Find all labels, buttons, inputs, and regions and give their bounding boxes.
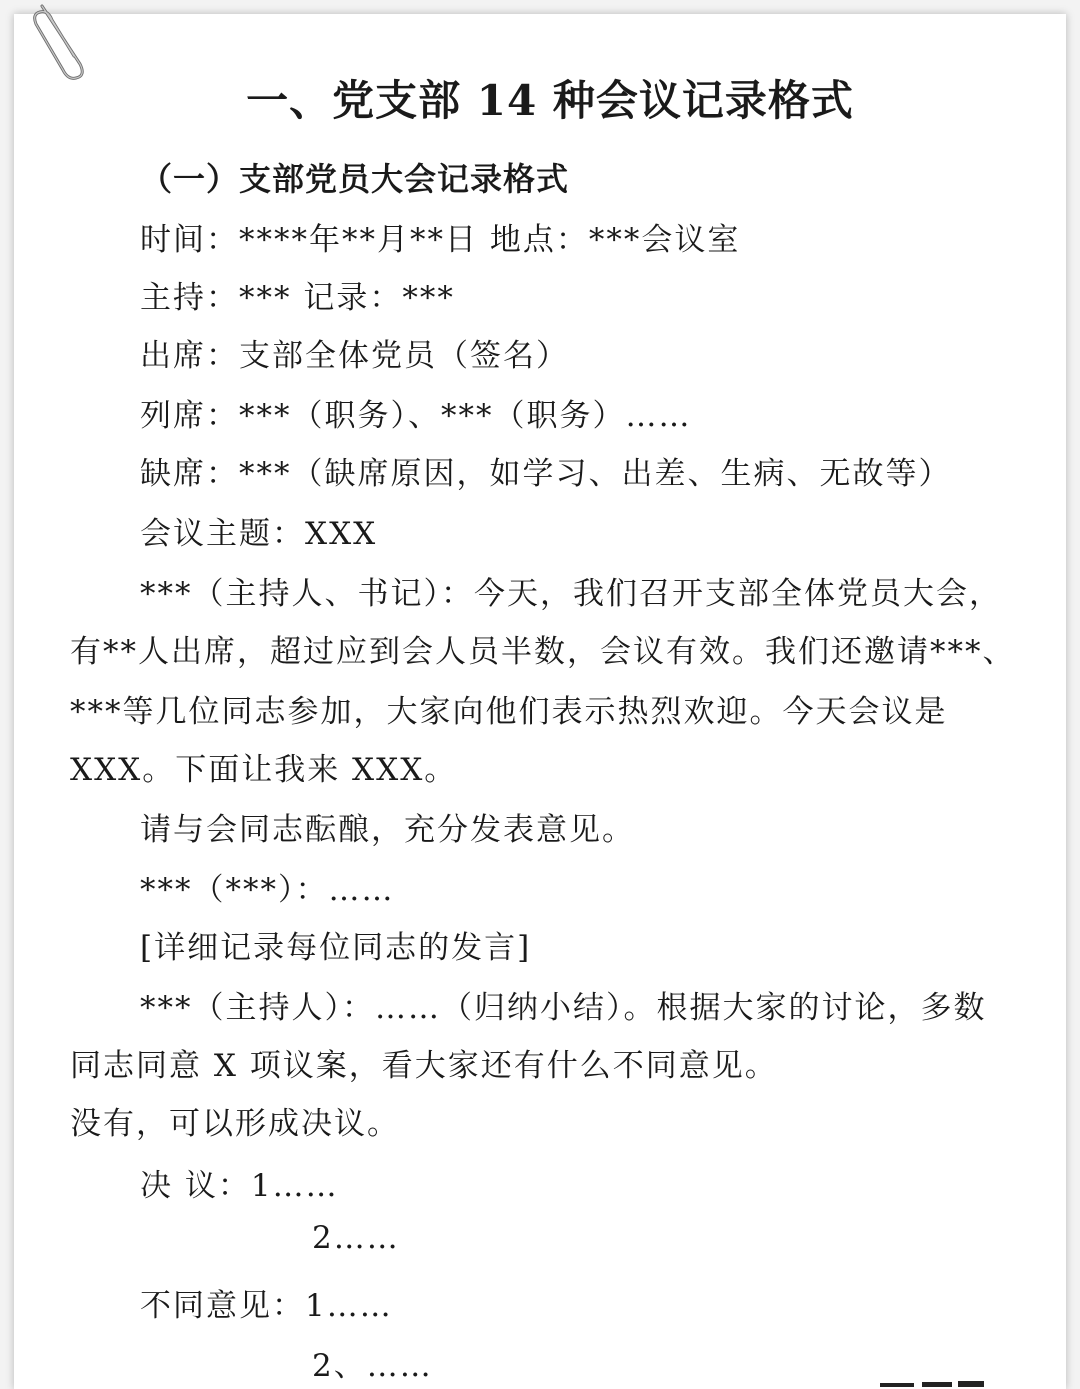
resolution-item: 2…… [312,1220,400,1256]
body-paragraph-line: 同志同意 X 项议案，看大家还有什么不同意见。 [70,1048,778,1084]
meeting-topic: 会议主题：XXX [140,516,378,552]
body-paragraph-line: ***（主持人、书记）：今天，我们召开支部全体党员大会， [140,576,1002,612]
host-recorder: 主持：*** 记录：*** [140,280,455,316]
document-title: 一、党支部 14 种会议记录格式 [246,76,854,125]
speech-note: [详细记录每位同志的发言] [140,930,532,966]
body-paragraph-line: 没有，可以形成决议。 [70,1106,400,1142]
resolution-item: 决 议：1…… [140,1168,339,1204]
page-corner-mark [880,1378,1020,1389]
attendance: 出席：支部全体党员（签名） [140,338,569,374]
absentees: 缺席：***（缺席原因，如学习、出差、生病、无故等） [140,456,952,492]
dissent-item: 2、…… [312,1348,433,1384]
body-paragraph-line: ***（主持人）：……（归纳小结）。根据大家的讨论，多数 [140,990,987,1026]
dissent-item: 不同意见：1…… [140,1288,393,1324]
observers: 列席：***（职务）、***（职务）…… [140,398,692,434]
section-heading: （一）支部党员大会记录格式 [140,160,570,198]
body-paragraph-line: ***等几位同志参加，大家向他们表示热烈欢迎。今天会议是 [70,694,948,730]
body-paragraph-line: XXX。下面让我来 XXX。 [70,752,458,788]
body-paragraph-line: 请与会同志酝酿，充分发表意见。 [140,812,635,848]
meeting-time-location: 时间：****年**月**日 地点：***会议室 [140,222,741,258]
speaker-record: ***（***）：…… [140,872,395,908]
body-paragraph-line: 有**人出席，超过应到会人员半数，会议有效。我们还邀请***、 [70,634,1016,670]
